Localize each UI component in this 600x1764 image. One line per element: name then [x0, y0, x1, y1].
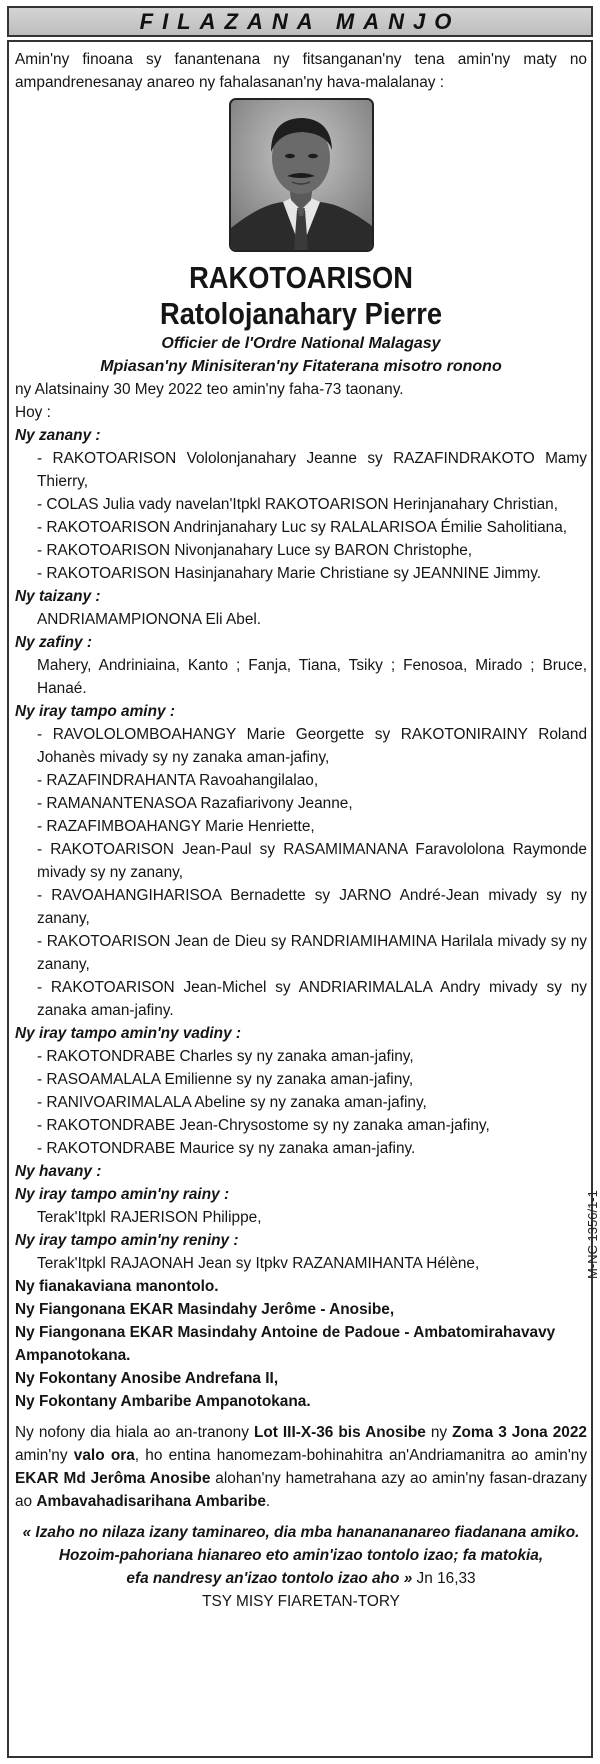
burial-place: Lot III-X-36 bis Anosibe: [253, 1424, 426, 1441]
list-item: - RAKOTONDRABE Maurice sy ny zanaka aman-jafiny.: [37, 1140, 416, 1157]
list-item: - RAKOTONDRABE Charles sy ny zanaka aman-jafiny,: [37, 1048, 414, 1065]
burial-text: amin'ny: [15, 1447, 74, 1464]
header-title: FILAZANA MANJO: [139, 9, 461, 34]
closing-line: Ny Fokontany Anosibe Andrefana II,: [15, 1370, 279, 1387]
list-item: - RAVOLOLOMBOAHANGY Marie Georgette sy RAKOTONIRAINY Roland Johanès mivady sy ny zanaka aman-jafiny,: [37, 726, 587, 766]
intro-text: Amin'ny finoana sy fanantenana ny fitsanganan'ny tena amin'ny maty no ampandrenesanay anareo ny fahalasanan'ny hava-malalanay :: [15, 51, 587, 91]
burial-tomb: Ambavahadisarihana Ambaribe: [36, 1493, 266, 1510]
burial-text: .: [265, 1493, 271, 1510]
section-title-reniny: Ny iray tampo amin'ny reniny :: [15, 1232, 239, 1249]
bible-quote-text: efa nandresy an'izao tontolo izao aho »: [126, 1570, 413, 1587]
burial-date: Zoma 3 Jona 2022: [452, 1424, 587, 1441]
bible-quote-line: [15, 1567, 587, 1590]
list-item: ANDRIAMAMPIONONA Eli Abel.: [37, 611, 262, 628]
closing-line: Ny Fokontany Ambaribe Ampanotokana.: [15, 1393, 311, 1410]
bible-quote-reference: Jn 16,33: [412, 1570, 476, 1587]
burial-text: Ny nofony dia hiala ao an-tranony: [15, 1424, 254, 1441]
closing-line: Ny Fiangonana EKAR Masindahy Jerôme - Anosibe,: [15, 1301, 395, 1318]
spacer: [15, 1413, 587, 1421]
deceased-title-2: Mpiasan'ny Minisiteran'ny Fitaterana misotro ronono: [100, 358, 502, 375]
obituary-content: [15, 48, 587, 1613]
list-item: - RAVOAHANGIHARISOA Bernadette sy JARNO André-Jean mivady sy ny zanany,: [37, 887, 587, 927]
section-title-rainy: Ny iray tampo amin'ny rainy :: [15, 1186, 230, 1203]
deceased-given-names: Ratolojanahary Pierre: [159, 296, 443, 331]
list-item: - RANIVOARIMALALA Abeline sy ny zanaka aman-jafiny,: [37, 1094, 427, 1111]
list-item: - COLAS Julia vady navelan'Itpkl RAKOTOARISON Herinjanahary Christian,: [37, 496, 559, 513]
ad-reference-code: M-NC 1356/1-1: [585, 1190, 600, 1279]
burial-time: valo ora: [73, 1447, 135, 1464]
bible-quote-line: Hozoim-pahoriana hianareo eto amin'izao tontolo izao; fa matokia,: [58, 1547, 544, 1564]
section-title-zanany: Ny zanany :: [15, 427, 101, 444]
footer-note: TSY MISY FIARETAN-TORY: [202, 1593, 400, 1610]
list-item: - RAKOTONDRABE Jean-Chrysostome sy ny zanaka aman-jafiny,: [37, 1117, 490, 1134]
list-item: Terak'Itpkl RAJAONAH Jean sy Itpkv RAZANAMIHANTA Hélène,: [37, 1255, 480, 1272]
list-item: - RAKOTOARISON Jean-Michel sy ANDRIARIMALALA Andry mivady sy ny zanaka aman-jafiny.: [37, 979, 587, 1019]
list-item: - RAKOTOARISON Jean de Dieu sy RANDRIAMIHAMINA Harilala mivady sy ny zanany,: [37, 933, 587, 973]
list-item: Terak'Itpkl RAJERISON Philippe,: [37, 1209, 262, 1226]
burial-text: alohan'ny hametrahana azy ao amin'ny fasan-drazany ao: [15, 1470, 587, 1510]
section-title-zafiny: Ny zafiny :: [15, 634, 92, 651]
burial-text: ny: [425, 1424, 453, 1441]
bible-quote-line: « Izaho no nilaza izany taminareo, dia mba hananananareo fiadanana amiko.: [22, 1524, 580, 1541]
burial-church: EKAR Md Jerôma Anosibe: [15, 1470, 211, 1487]
list-item: - RAZAFINDRAHANTA Ravoahangilalao,: [37, 772, 319, 789]
list-item: - RAKOTOARISON Andrinjanahary Luc sy RALALARISOA Émilie Saholitiana,: [37, 519, 568, 536]
deceased-title-1: Officier de l'Ordre National Malagasy: [161, 335, 441, 352]
closing-line: Ny fianakaviana manontolo.: [15, 1278, 219, 1295]
list-item: Mahery, Andriniaina, Kanto ; Fanja, Tiana, Tsiky ; Fenosoa, Mirado ; Bruce, Hanaé.: [37, 657, 587, 697]
list-item: - RAKOTOARISON Vololonjanahary Jeanne sy RAZAFINDRAKOTO Mamy Thierry,: [37, 450, 587, 490]
section-title-iray-tampo: Ny iray tampo aminy :: [15, 703, 175, 720]
list-item: - RAKOTOARISON Nivonjanahary Luce sy BARON Christophe,: [37, 542, 473, 559]
list-item: - RAKOTOARISON Hasinjanahary Marie Christiane sy JEANNINE Jimmy.: [37, 565, 542, 582]
portrait-photo: [229, 98, 374, 252]
header-banner: [7, 6, 593, 37]
section-title-iray-tampo-vadiny: Ny iray tampo amin'ny vadiny :: [15, 1025, 242, 1042]
list-item: - RAMANANTENASOA Razafiarivony Jeanne,: [37, 795, 353, 812]
hoy-label: Hoy :: [15, 404, 51, 421]
spacer: [15, 1513, 587, 1521]
burial-text: , ho entina hanomezam-bohinahitra an'Andriamanitra ao amin'ny: [134, 1447, 588, 1464]
list-item: - RAZAFIMBOAHANGY Marie Henriette,: [37, 818, 315, 835]
portrait-icon: [231, 100, 372, 250]
list-item: - RASOAMALALA Emilienne sy ny zanaka aman-jafiny,: [37, 1071, 414, 1088]
burial-paragraph: [15, 1421, 587, 1513]
closing-line: Ny Fiangonana EKAR Masindahy Antoine de Padoue - Ambatomirahavavy Ampanotokana.: [15, 1324, 556, 1364]
section-title-havany: Ny havany :: [15, 1163, 102, 1180]
death-line: ny Alatsinainy 30 Mey 2022 teo amin'ny faha-73 taonany.: [15, 381, 404, 398]
section-title-taizany: Ny taizany :: [15, 588, 101, 605]
deceased-surname: RAKOTOARISON: [189, 260, 413, 295]
list-item: - RAKOTOARISON Jean-Paul sy RASAMIMANANA Faravololona Raymonde mivady sy ny zanany,: [37, 841, 587, 881]
